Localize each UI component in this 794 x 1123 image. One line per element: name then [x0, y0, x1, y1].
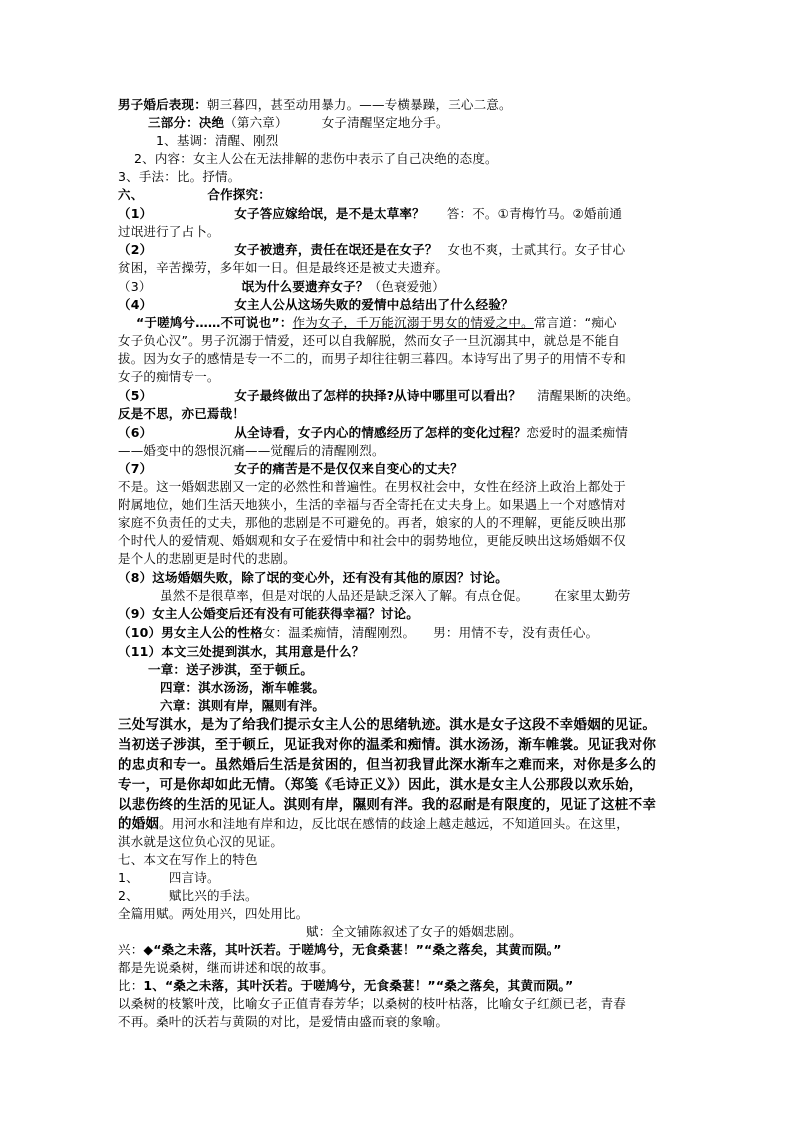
- section-six-heading: [118, 186, 678, 204]
- question-7: [118, 460, 678, 478]
- q-number: （7）: [118, 461, 153, 476]
- xing-explain: 都是先说桑树，继而讲述和氓的故事。: [118, 960, 334, 975]
- quote: “桑之未落，其叶沃若。于嗟鸠兮，无食桑葚！”“桑之落矣，其黄而陨。”: [153, 942, 562, 957]
- answer-6-cont: ——婚变中的怨恨沉痛——觉醒后的清醒刚烈。: [118, 443, 385, 458]
- question-text: （11）本文三处提到淇水，其用意是什么？: [118, 644, 365, 659]
- answer-7-line-1: 不是。这一婚姻悲剧又一定的必然性和普遍性。在男权社会中，女性在经济上政治上都处于: [118, 479, 627, 494]
- question-text: 女子答应嫁给氓，是不是太草率？: [234, 206, 425, 221]
- text: 当初送子涉淇，至于顿丘，见证我对你的温柔和痴情。淇水汤汤，渐车帷裳。见证我对你: [118, 737, 657, 753]
- bi-explain-2: 不再。桑叶的沃若与黄陨的对比，是爱情由盛而衰的象喻。: [118, 1014, 449, 1029]
- text: 四章：淇水汤汤，渐车帷裳。: [160, 680, 326, 695]
- content-line: 2、内容：女主人公在无法排解的悲伤中表示了自己决绝的态度。: [134, 151, 498, 166]
- qi-water-para-3: [118, 755, 678, 775]
- answer-7-line-5: 是个人的悲剧更是时代的悲剧。: [118, 551, 296, 566]
- feature-1: [118, 869, 678, 887]
- answer-5-cont: [118, 405, 678, 423]
- answer-2-cont: 贫困，辛苦操劳，多年如一日。但是最终还是被丈夫遗弃。: [118, 260, 449, 275]
- feature-summary: 全篇用赋。两处用兴，四处用比。: [118, 906, 309, 921]
- tone-line: 1、基调：清醒、刚烈: [156, 133, 279, 148]
- question-10: [118, 624, 678, 642]
- bi-line: [118, 977, 678, 995]
- qi-water-para-6: [118, 815, 678, 833]
- question-8: [118, 569, 678, 587]
- feature-2: [118, 887, 678, 905]
- question-text: （10）男女主人公的性格: [118, 625, 263, 640]
- answer-text: 虽然不是很草率，但是对氓的人品还是缺乏深入了解。有点仓促。: [160, 588, 529, 603]
- question-3: [118, 278, 678, 296]
- xing-line: [118, 941, 678, 959]
- chapter-4-line: [160, 679, 720, 697]
- question-9: [118, 605, 678, 623]
- text: 。用河水和洼地有岸和边，反比氓在感情的歧途上越走越远，不知道回头。在这里，: [159, 816, 630, 831]
- label: 比：: [118, 978, 144, 993]
- text: 专一，可是你却如此无情。（郑笺《毛诗正义》）因此，淇水是女主人公那段以欢乐始，: [118, 777, 643, 793]
- text: 一章：送子涉淇，至于顿丘。: [148, 662, 314, 677]
- part-three-heading: [148, 114, 708, 132]
- qi-water-para-1: [118, 715, 678, 735]
- qi-water-para-2: [118, 735, 678, 755]
- answer-text: 答：不。①青梅竹马。②婚前通: [446, 206, 623, 221]
- q-number: （6）: [118, 425, 153, 440]
- question-text: 氓为什么要遗弃女子？: [241, 279, 369, 294]
- answer-4-line-4: 女子的痴情专一。: [118, 369, 220, 384]
- question-1: [118, 205, 678, 223]
- answer-text: 男：用情不专，没有责任心。: [433, 625, 599, 640]
- answer-7-line-3: 家庭不负责任的丈夫，那他的悲剧是不可避免的。再者，娘家的人的不理解，更能反映出那: [118, 515, 627, 530]
- label: 兴：◆: [118, 942, 154, 957]
- technique-line: 3、手法：比。抒情。: [118, 169, 241, 184]
- question-text: 女子最终做出了怎样的抉择?从诗中哪里可以看出？: [234, 388, 522, 403]
- text: （第六章）: [224, 115, 288, 130]
- q-number: （5）: [118, 388, 153, 403]
- answer-8: [160, 587, 720, 605]
- label: 男子婚后表现：: [118, 97, 207, 112]
- question-text: （8）这场婚姻失败，除了氓的变心外，还有没有其他的原因？讨论。: [118, 570, 508, 585]
- answer-text: 在家里太勤劳: [554, 588, 631, 603]
- q-number: （2）: [118, 242, 153, 257]
- text: 三处写淇水，是为了给我们提示女主人公的思绪轨迹。淇水是女子这段不幸婚姻的见证。: [118, 717, 657, 733]
- answer-7-line-2: 附属地位，她们生活天地狭小，生活的幸福与否全寄托在丈夫身上。如果遇上一个对感情对: [118, 497, 627, 512]
- question-text: （9）女主人公婚变后还有没有可能获得幸福？讨论。: [118, 606, 419, 621]
- q-number: （3）: [118, 279, 152, 294]
- text: 的忠贞和专一。虽然婚后生活是贫困的，但当初我冒此深水渐车之难而来，对你是多么的: [118, 757, 657, 773]
- text: 的婚姻: [118, 816, 160, 832]
- answer-text: 清醒果断的决绝。: [537, 388, 639, 403]
- qi-water-para-4: [118, 775, 678, 795]
- question-text: 女子被遗弃，责任在氓还是在女子？: [234, 242, 438, 257]
- question-2: [118, 241, 678, 259]
- quote: “于嗟鸠兮……不可说也”：: [136, 315, 293, 330]
- bi-explain-1: 以桑树的枝繁叶茂，比喻女子正值青春芳华；以桑树的枝叶枯落，比喻女子红颜已老，青春: [118, 996, 627, 1011]
- answer-text: 恋爱时的温柔痴情: [526, 425, 629, 440]
- underlined-text: 作为女子，千万能沉溺于男女的情爱之中。: [292, 315, 534, 330]
- item-number: 1、: [118, 870, 139, 885]
- question-text: 女主人公从这场失败的爱情中总结出了什么经验？: [234, 297, 514, 312]
- answer-4-line-3: 拔。因为女子的感情是专一不二的，而男子却往往朝三暮四。本诗写出了男子的用情不专和: [118, 351, 627, 366]
- q-number: （1）: [118, 206, 153, 221]
- text: 常言道：“痴心: [533, 315, 617, 330]
- question-11: [118, 643, 678, 661]
- question-text: 女子的痛苦是不是仅仅来自变心的丈夫？: [234, 461, 463, 476]
- item-number: 2、: [118, 888, 139, 903]
- fu-line: 赋：全文铺陈叙述了女子的婚姻悲剧。: [306, 924, 522, 939]
- question-text: 从全诗看，女子内心的情感经历了怎样的变化过程？: [234, 425, 527, 440]
- husband-behavior-line: [118, 96, 678, 114]
- item-text: 四言诗。: [168, 870, 220, 885]
- answer-4-line-2: 女子负心汉”。男子沉溺于情爱，还可以自我解脱，然而女子一旦沉溺其中，就总是不能自: [118, 333, 620, 348]
- quote: 1、“桑之未落，其叶沃若。于嗟鸠兮，无食桑葚！”“桑之落矣，其黄而陨。”: [143, 978, 574, 993]
- answer-1-cont: 过氓进行了占卜。: [118, 224, 220, 239]
- answer-7-line-4: 个时代人的爱情观、婚姻观和女子在爱情中和社会中的弱势地位，更能反映出这场婚姻不仅: [118, 533, 627, 548]
- q-number: （4）: [118, 297, 153, 312]
- text: 六章：淇则有岸，隰则有泮。: [160, 698, 326, 713]
- chapter-1-line: [148, 661, 708, 679]
- section-title: 合作探究：: [207, 187, 271, 202]
- qi-water-para-7: 淇水就是这位负心汉的见证。: [118, 834, 284, 849]
- section-number: 六、: [118, 187, 144, 202]
- text: 朝三暮四，甚至动用暴力。——专横暴躁，三心二意。: [206, 97, 512, 112]
- item-text: 赋比兴的手法。: [168, 888, 258, 903]
- question-4: [118, 296, 678, 314]
- section-seven-heading: 七、本文在写作上的特色: [118, 852, 258, 867]
- question-6: [118, 424, 678, 442]
- chapter-6-line: [160, 697, 720, 715]
- label: 三部分：决绝: [148, 115, 225, 130]
- text: 女子清醒坚定地分手。: [321, 115, 449, 130]
- quote: 反是不思，亦已焉哉！: [118, 406, 246, 421]
- answer-4-line-1: [136, 314, 696, 332]
- question-5: [118, 387, 678, 405]
- answer-text: 女也不爽，士贰其行。女子甘心: [447, 242, 626, 257]
- answer-text: 女：温柔痴情，清醒刚烈。: [262, 625, 416, 640]
- answer-text: （色衰爱弛）: [368, 279, 445, 294]
- qi-water-para-5: [118, 795, 678, 815]
- text: 以悲伤终的生活的见证人。淇则有岸，隰则有泮。我的忍耐是有限度的，见证了这桩不幸: [118, 797, 657, 813]
